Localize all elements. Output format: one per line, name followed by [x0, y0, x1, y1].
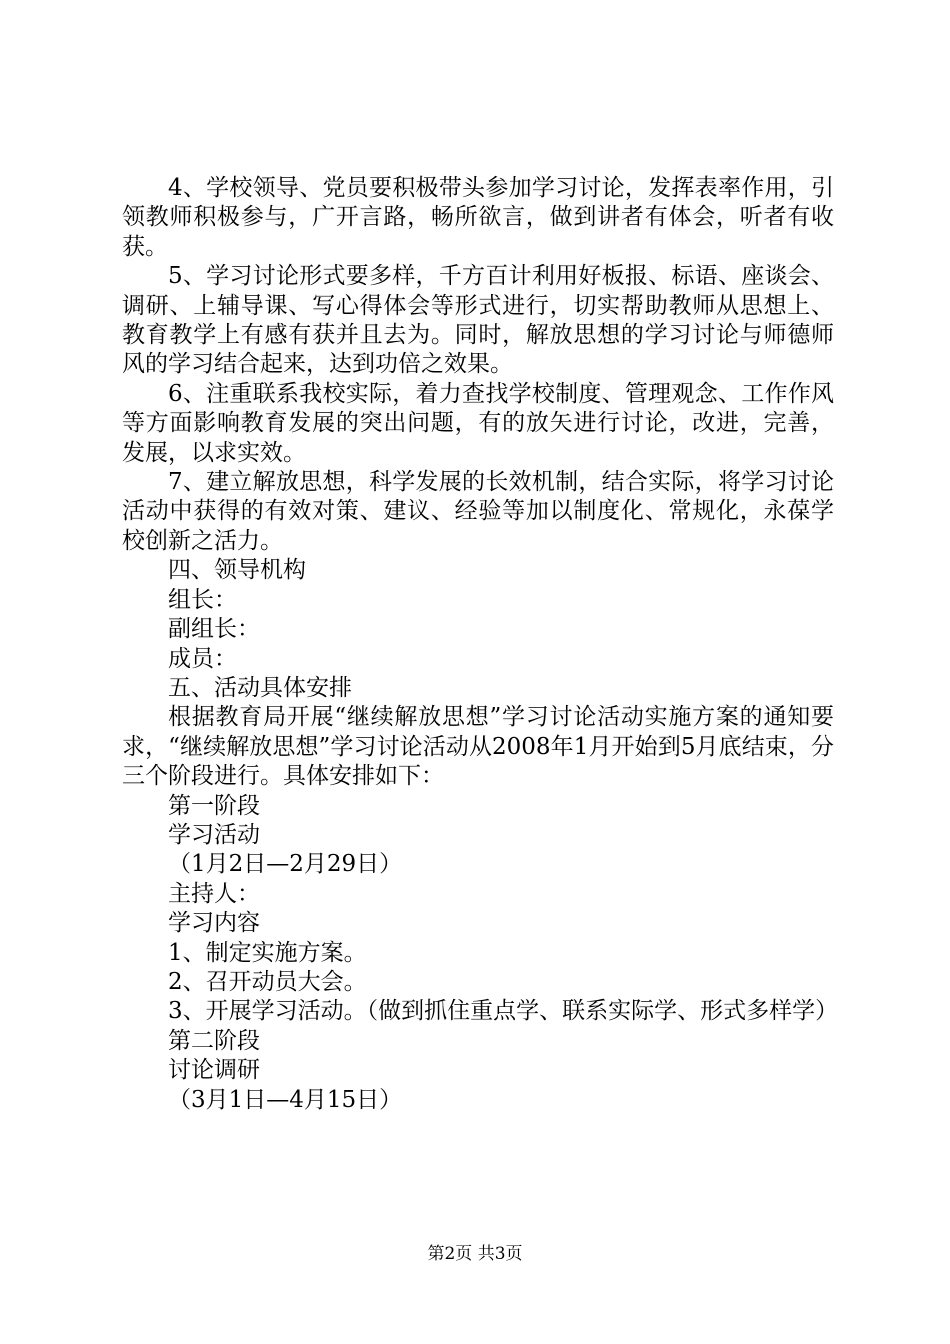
stage-one-title: 学习活动	[168, 821, 260, 848]
paragraph-item-4: 4、学校领导、党员要积极带头参加学习讨论，发挥表率作用，引领教师积极参与，广开言路，畅所欲言，做到讲者有体会，听者有收获。	[122, 175, 834, 260]
section-heading-leadership: 四、领导机构	[168, 557, 306, 584]
document-body	[122, 174, 839, 1115]
stage-one-host-field: 主持人：	[168, 880, 260, 907]
schedule-intro-paragraph: 根据教育局开展“继续解放思想”学习讨论活动实施方案的通知要求，“继续解放思想”学习讨论活动从2008年1月开始到5月底结束，分三个阶段进行。具体安排如下：	[122, 704, 834, 790]
leader-field: 组长：	[168, 586, 237, 613]
paragraph-item-6: 6、注重联系我校实际，着力查找学校制度、管理观念、工作作风等方面影响教育发展的突出问题，有的放矢进行讨论，改进，完善，发展，以求实效。	[122, 380, 834, 466]
stage-two-heading: 第二阶段	[168, 1027, 260, 1054]
page-number-label: 第2页 共3页	[427, 1244, 523, 1264]
stage-one-task-2: 2、召开动员大会。	[168, 968, 367, 995]
section-heading-schedule: 五、活动具体安排	[168, 674, 352, 701]
paragraph-item-7: 7、建立解放思想，科学发展的长效机制，结合实际，将学习讨论活动中获得的有效对策、建议、经验等加以制度化、常规化，永葆学校创新之活力。	[122, 469, 834, 554]
stage-two-title: 讨论调研	[168, 1057, 260, 1084]
deputy-leader-field: 副组长：	[168, 616, 260, 643]
paragraph-item-5: 5、学习讨论形式要多样，千方百计利用好板报、标语、座谈会、调研、上辅导课、写心得体会等形式进行，切实帮助教师从思想上、教育教学上有感有获并且去为。同时，解放思想的学习讨论与师德师风的学习结合起来，达到功倍之效果。	[122, 263, 834, 378]
stage-one-task-3: 3、开展学习活动。（做到抓住重点学、联系实际学、形式多样学）	[168, 998, 839, 1025]
stage-one-task-1: 1、制定实施方案。	[168, 939, 367, 966]
stage-one-content-heading: 学习内容	[168, 910, 260, 937]
stage-two-dates: （3月1日—4月15日）	[168, 1086, 403, 1113]
page-footer	[0, 1244, 950, 1264]
members-field: 成员：	[168, 645, 237, 672]
stage-one-dates: （1月2日—2月29日）	[168, 851, 403, 878]
stage-one-heading: 第一阶段	[168, 792, 260, 819]
